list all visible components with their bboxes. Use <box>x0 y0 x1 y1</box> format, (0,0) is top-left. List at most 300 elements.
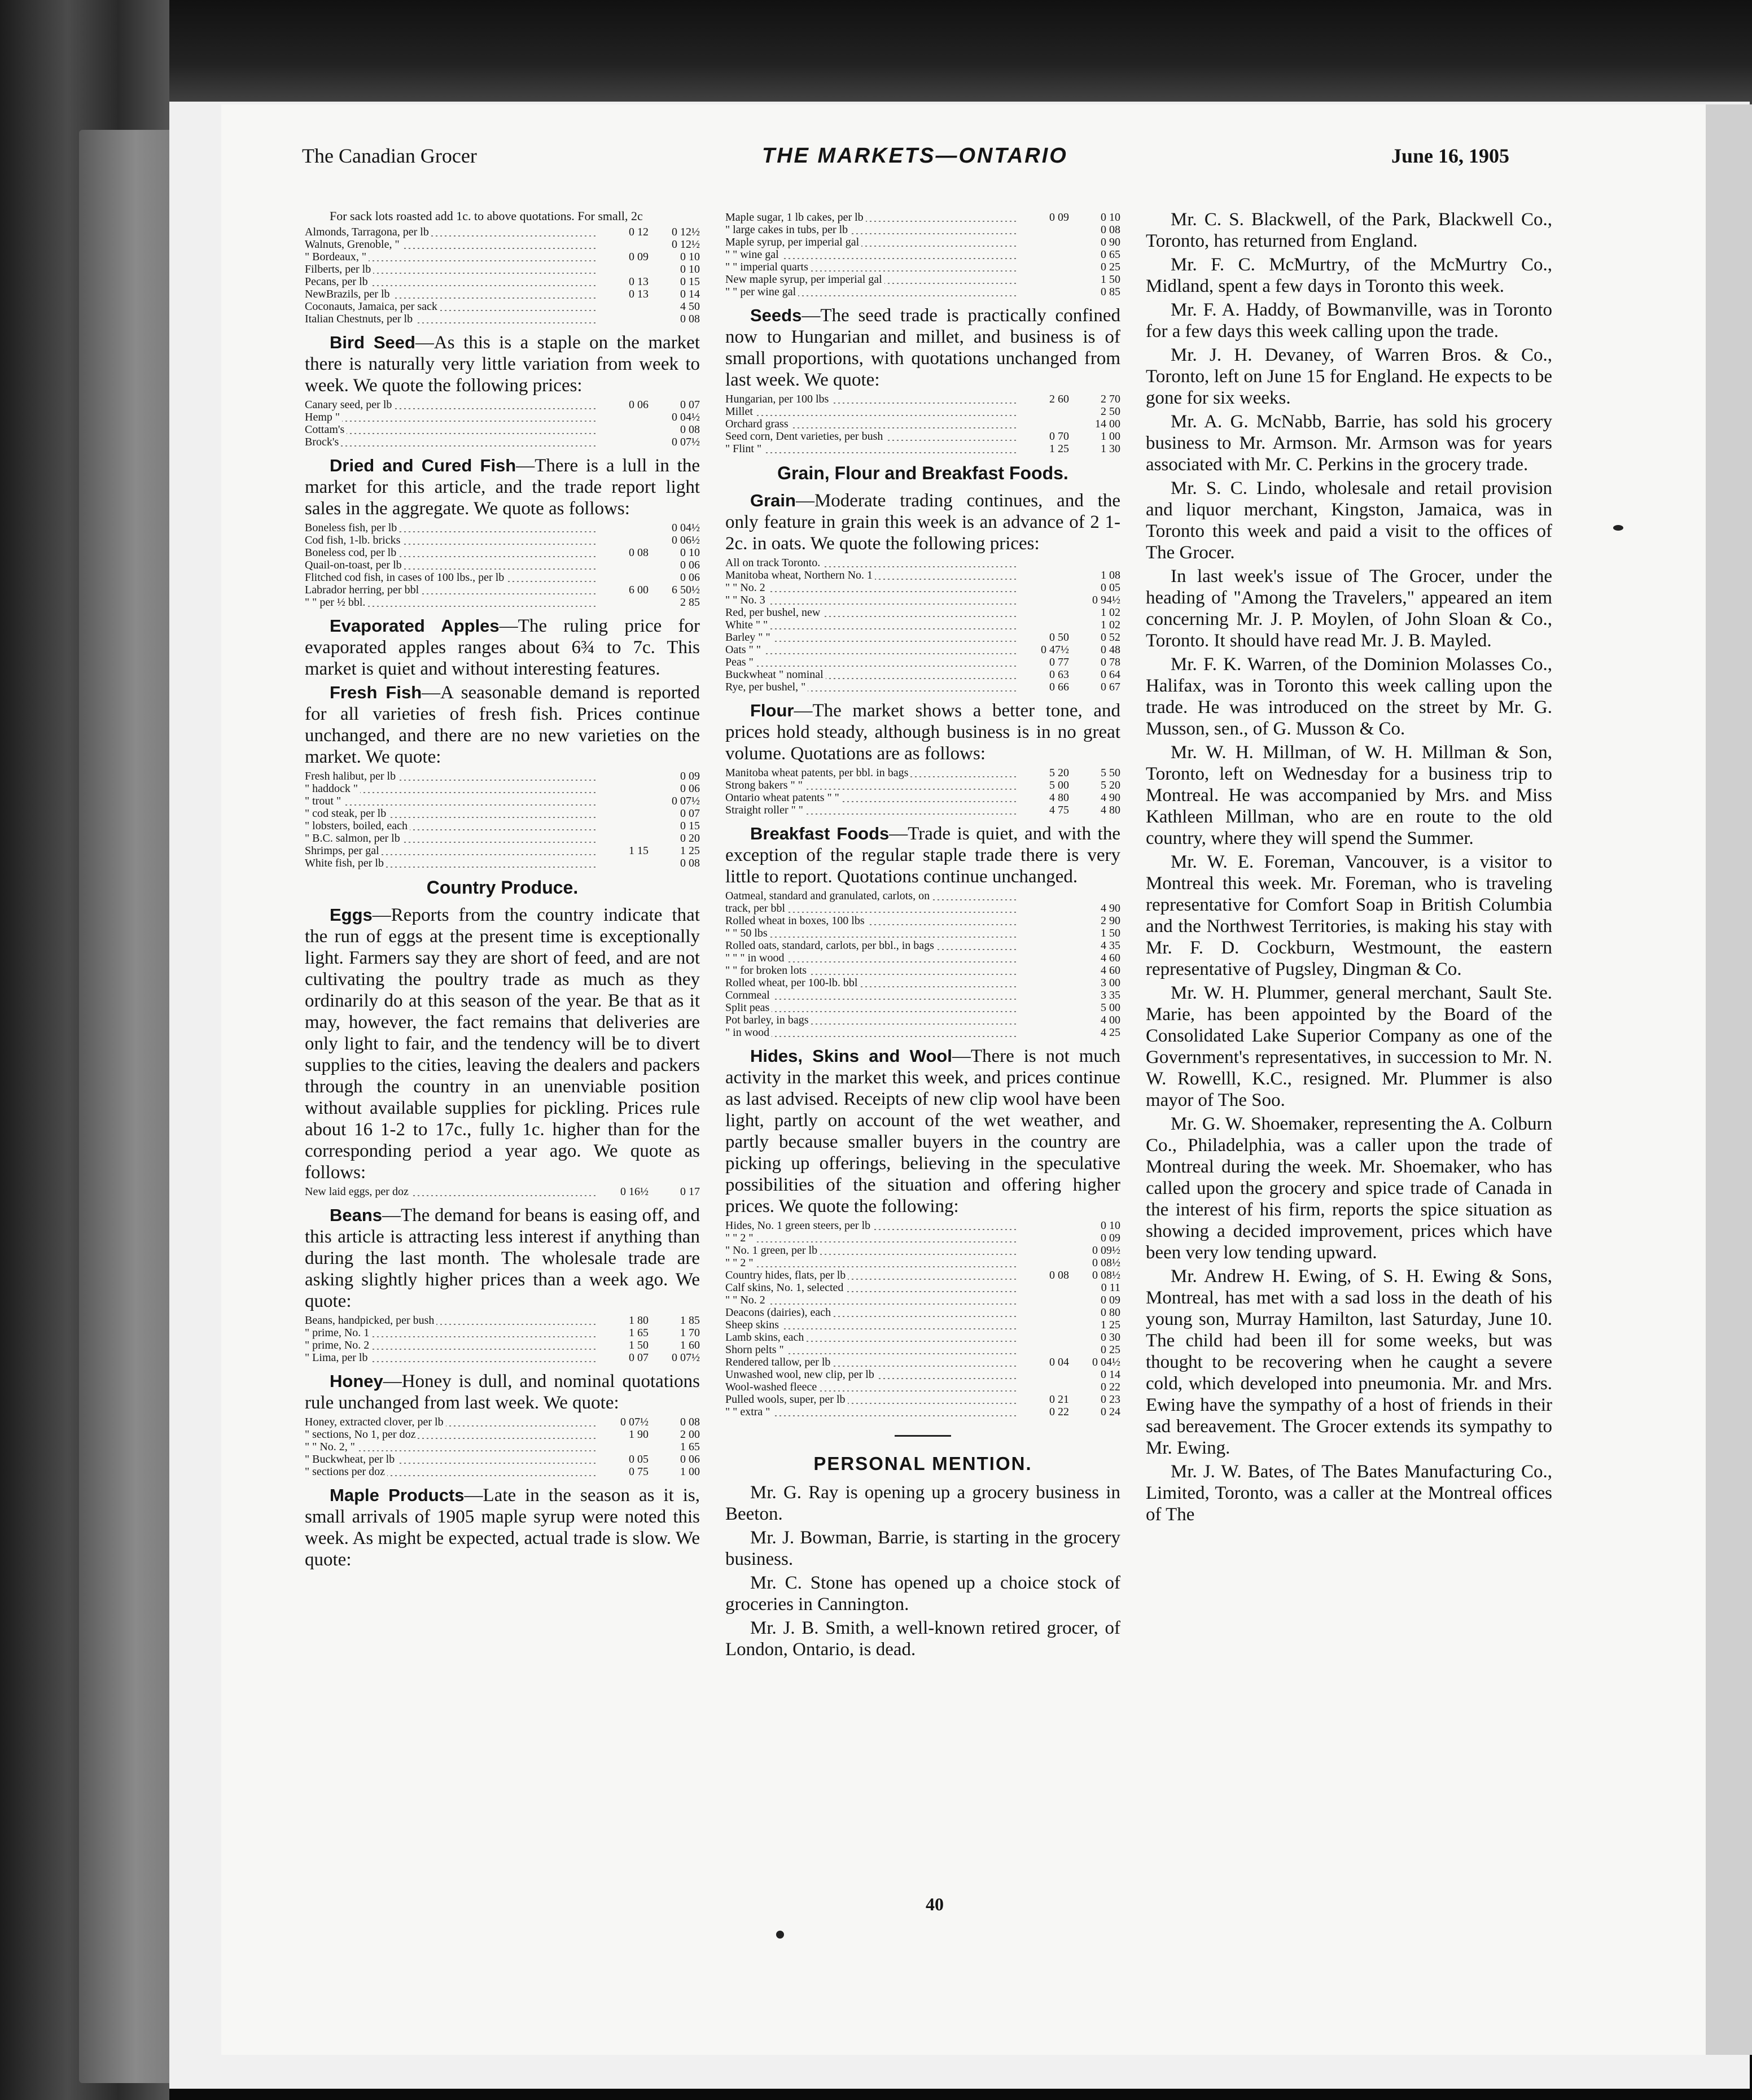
price-row <box>725 1269 1120 1281</box>
honey-article <box>305 1371 700 1414</box>
price-low: 0 50 <box>1049 631 1069 644</box>
fish-article <box>305 455 700 519</box>
price-row <box>305 436 700 448</box>
price-row <box>725 581 1120 594</box>
grain-text: —Moderate trading continues, and the only feature in grain this week is an advance of 2 1-2c. in oats. We quote the following prices: <box>725 491 1120 554</box>
fresh-fish-price-table <box>305 770 700 869</box>
price-item: Deacons (dairies), each <box>725 1306 833 1319</box>
price-item: New maple syrup, per imperial gal <box>725 273 884 286</box>
price-item: All on track Toronto. <box>725 557 822 569</box>
price-item: Quail-on-toast, per lb <box>305 559 404 571</box>
apples-article <box>305 615 700 680</box>
price-low: 1 25 <box>1049 443 1069 455</box>
price-high: 0 04½ <box>1092 1356 1120 1368</box>
price-high: 2 85 <box>680 596 700 609</box>
personal-item: Mr. F. K. Warren, of the Dominion Molasses Co., Halifax, was in Toronto this week calling upon the trade. He was introduced on the street by Mr. G. Musson, sen., of G. Musson & Co. <box>1146 654 1552 739</box>
price-row <box>725 224 1120 236</box>
hides-article <box>725 1045 1120 1217</box>
price-item: Hides, No. 1 green steers, per lb <box>725 1219 873 1232</box>
personal-item: Mr. J. H. Devaney, of Warren Bros. & Co., Toronto, left on June 15 for England. He expects to be gone for six weeks. <box>1146 345 1552 408</box>
price-item: " trout " <box>305 795 343 807</box>
price-item: Beans, handpicked, per bush <box>305 1314 436 1327</box>
breakfast-article <box>725 823 1120 887</box>
price-row <box>305 571 700 584</box>
price-high: 2 00 <box>680 1428 700 1441</box>
price-low <box>1018 1001 1069 1014</box>
price-row <box>725 569 1120 581</box>
price-low <box>1018 1381 1069 1393</box>
flour-heading: Flour <box>750 701 794 720</box>
price-low: 5 20 <box>1049 767 1069 779</box>
price-item: Labrador herring, per bbl <box>305 584 421 596</box>
page-right-margin <box>1706 104 1752 2055</box>
price-low <box>1018 261 1069 273</box>
price-high: 0 65 <box>1101 248 1120 261</box>
price-low: 1 15 <box>629 845 649 857</box>
maple-heading: Maple Products <box>330 1485 465 1505</box>
price-low <box>1018 964 1069 977</box>
price-low: 0 09 <box>629 251 649 263</box>
breakfast-price-table <box>725 890 1120 1039</box>
price-item: Seed corn, Dent varieties, per bush <box>725 430 885 443</box>
price-high <box>1069 557 1120 569</box>
price-item: Boneless fish, per lb <box>305 522 399 534</box>
price-low <box>1018 224 1069 236</box>
price-row <box>725 1406 1120 1418</box>
price-high: 0 07 <box>680 399 700 411</box>
price-low: 0 16½ <box>620 1185 649 1198</box>
price-row <box>725 273 1120 286</box>
price-row <box>305 1314 700 1327</box>
breakfast-text: —Trade is quiet, and with the exception of the regular staple trade there is very little to report. Quotations continue unchanged. <box>725 824 1120 887</box>
price-row <box>725 927 1120 939</box>
price-item: Pot barley, in bags <box>725 1014 811 1026</box>
beans-price-table <box>305 1314 700 1364</box>
price-low: 1 90 <box>629 1428 649 1441</box>
price-item: " large cakes in tubs, per lb <box>725 224 850 236</box>
price-low <box>1018 1014 1069 1026</box>
price-high: 0 08 <box>680 423 700 436</box>
price-item: " " No. 2 <box>725 1294 768 1306</box>
price-low <box>1018 248 1069 261</box>
price-low <box>597 1441 649 1453</box>
price-low: 0 13 <box>629 288 649 300</box>
seeds-article <box>725 305 1120 391</box>
price-low <box>597 411 649 423</box>
price-row <box>725 594 1120 606</box>
price-row <box>305 411 700 423</box>
price-high: 0 08 <box>680 857 700 869</box>
price-high: 0 10 <box>1101 1219 1120 1232</box>
seeds-text: —The seed trade is practically confined now to Hungarian and millet, and business is of small proportions, with quotations unchanged from last week. We quote: <box>725 305 1120 390</box>
price-row <box>725 681 1120 693</box>
price-item: Oats " " <box>725 644 763 656</box>
price-item: " " No. 2 <box>725 581 768 594</box>
price-high: 4 25 <box>1101 1026 1120 1039</box>
price-item: Oatmeal, standard and granulated, carlots, on <box>725 890 932 902</box>
price-row <box>725 1244 1120 1257</box>
price-item: " " for broken lots <box>725 964 809 977</box>
price-row <box>725 1281 1120 1294</box>
price-row <box>305 559 700 571</box>
price-item: Sheep skins <box>725 1319 781 1331</box>
price-row <box>725 767 1120 779</box>
price-row <box>305 1465 700 1478</box>
price-low <box>597 857 649 869</box>
country-produce-title: Country Produce. <box>426 877 579 898</box>
price-row <box>305 1416 700 1428</box>
eggs-price-table <box>305 1185 700 1198</box>
price-item: New laid eggs, per doz <box>305 1185 411 1198</box>
price-row <box>305 1351 700 1364</box>
price-item: Millet <box>725 405 755 418</box>
price-low: 2 60 <box>1049 393 1069 405</box>
price-row <box>305 845 700 857</box>
price-high: 3 00 <box>1101 977 1120 989</box>
price-low <box>1018 890 1069 902</box>
hides-text: —There is not much activity in the market this week, and prices continue as last advised. Receipts of new clip wool have been light, partly on account of the wet weather, and partly because smaller buyers in the country are picking up offerings, believing in the speculative possibilities of the situation and offering higher prices. We quote the following: <box>725 1046 1120 1217</box>
price-low <box>597 807 649 820</box>
ink-speck <box>1613 525 1623 531</box>
price-low <box>1018 286 1069 298</box>
price-item: Cottam's <box>305 423 347 436</box>
price-item: Boneless cod, per lb <box>305 546 398 559</box>
price-row <box>725 443 1120 455</box>
price-high: 0 14 <box>680 288 700 300</box>
price-row <box>305 226 700 238</box>
price-low: 0 77 <box>1049 656 1069 668</box>
fresh-fish-heading: Fresh Fish <box>330 683 422 702</box>
price-item: " " per ½ bbl. <box>305 596 367 609</box>
price-low <box>597 522 649 534</box>
section-rule <box>895 1435 951 1437</box>
price-high: 0 10 <box>680 546 700 559</box>
personal-item: Mr. C. S. Blackwell, of the Park, Blackwell Co., Toronto, has returned from England. <box>1146 209 1552 251</box>
price-row <box>305 820 700 832</box>
price-item: " Buckwheat, per lb <box>305 1453 397 1465</box>
price-row <box>725 631 1120 644</box>
price-high: 0 08½ <box>1092 1269 1120 1281</box>
price-high: 1 30 <box>1101 443 1120 455</box>
price-high: 5 50 <box>1101 767 1120 779</box>
price-low <box>597 559 649 571</box>
price-row <box>305 399 700 411</box>
personal-item: Mr. W. H. Plummer, general merchant, Sault Ste. Marie, has been appointed by the Board of the Consolidated Lake Superior Company as one of the Government's representatives, in succession to Mr. N. W. Rowelll, K.C., resigned. Mr. Plummer is also mayor of The Soo. <box>1146 983 1552 1110</box>
price-row <box>725 939 1120 952</box>
price-high: 0 10 <box>680 251 700 263</box>
seeds-price-table <box>725 393 1120 455</box>
price-high: 4 80 <box>1101 804 1120 816</box>
price-item: Hemp " <box>305 411 342 423</box>
price-low: 0 13 <box>629 275 649 288</box>
price-item: " lobsters, boiled, each <box>305 820 410 832</box>
price-row <box>725 977 1120 989</box>
price-item: " Flint " <box>725 443 764 455</box>
price-low <box>1018 418 1069 430</box>
price-high: 0 30 <box>1101 1331 1120 1344</box>
price-item: " " per wine gal <box>725 286 798 298</box>
price-high: 1 00 <box>680 1465 700 1478</box>
price-high: 0 67 <box>1101 681 1120 693</box>
price-item: " " No. 3 <box>725 594 768 606</box>
price-low: 0 04 <box>1049 1356 1069 1368</box>
fish-price-table <box>305 522 700 609</box>
price-high: 4 50 <box>680 300 700 313</box>
price-row <box>305 313 700 325</box>
hides-heading: Hides, Skins and Wool <box>750 1046 952 1066</box>
price-row <box>725 1219 1120 1232</box>
maple-text: —Late in the season as it is, small arrivals of 1905 maple syrup were noted this week. As might be expected, actual trade is slow. We quote: <box>305 1485 700 1570</box>
price-low: 1 50 <box>629 1339 649 1351</box>
price-item: Coconauts, Jamaica, per sack <box>305 300 440 313</box>
nuts-note: For sack lots roasted add 1c. to above quotations. For small, 2c <box>330 209 643 223</box>
price-item: " cod steak, per lb <box>305 807 388 820</box>
price-high: 0 12½ <box>672 226 700 238</box>
price-item: " prime, No. 1 <box>305 1327 371 1339</box>
price-item: " " 50 lbs <box>725 927 770 939</box>
price-low: 4 80 <box>1049 791 1069 804</box>
price-row <box>305 251 700 263</box>
price-low <box>1018 927 1069 939</box>
price-row <box>725 557 1120 569</box>
price-low: 0 75 <box>629 1465 649 1478</box>
price-row <box>305 1185 700 1198</box>
price-low <box>1018 1257 1069 1269</box>
price-low <box>1018 915 1069 927</box>
price-high: 2 50 <box>1101 405 1120 418</box>
fresh-fish-text: —A seasonable demand is reported for all varieties of fresh fish. Prices continue unchanged, and there are no new varieties on the market. We quote: <box>305 683 700 767</box>
price-low <box>1018 1219 1069 1232</box>
honey-text: —Honey is dull, and nominal quotations rule unchanged from last week. We quote: <box>305 1371 700 1413</box>
price-item: " No. 1 green, per lb <box>725 1244 820 1257</box>
price-high: 0 07½ <box>672 795 700 807</box>
price-row <box>725 902 1120 915</box>
price-high: 1 70 <box>680 1327 700 1339</box>
price-high: 1 25 <box>1101 1319 1120 1331</box>
price-row <box>305 832 700 845</box>
price-high: 4 60 <box>1101 952 1120 964</box>
honey-heading: Honey <box>330 1371 383 1391</box>
beans-heading: Beans <box>330 1205 383 1225</box>
price-high: 0 07½ <box>672 1351 700 1364</box>
price-item: Walnuts, Grenoble, " <box>305 238 402 251</box>
price-row <box>305 770 700 782</box>
price-high: 0 85 <box>1101 286 1120 298</box>
price-low <box>1018 606 1069 619</box>
price-item: Hungarian, per 100 lbs <box>725 393 831 405</box>
price-item: Fresh halibut, per lb <box>305 770 398 782</box>
price-high: 1 25 <box>680 845 700 857</box>
price-low: 0 08 <box>1049 1269 1069 1281</box>
price-item: Country hides, flats, per lb <box>725 1269 848 1281</box>
price-high: 0 09½ <box>1092 1244 1120 1257</box>
price-low <box>597 423 649 436</box>
price-high: 0 08 <box>680 313 700 325</box>
ink-speck <box>776 1931 784 1939</box>
price-item: " " No. 2, " <box>305 1441 357 1453</box>
price-row <box>305 238 700 251</box>
price-item: " " imperial quarts <box>725 261 811 273</box>
personal-item: Mr. S. C. Lindo, wholesale and retail provision and liquor merchant, Kingston, Jamaica, was in Toronto this week and paid a visit to the offices of The Grocer. <box>1146 478 1552 563</box>
personal-item: Mr. J. B. Smith, a well-known retired grocer, of London, Ontario, is dead. <box>725 1618 1120 1660</box>
price-low: 4 75 <box>1049 804 1069 816</box>
price-row <box>725 619 1120 631</box>
price-high: 1 65 <box>680 1441 700 1453</box>
flour-price-table <box>725 767 1120 816</box>
price-row <box>725 1306 1120 1319</box>
personal-item: In last week's issue of The Grocer, under the heading of "Among the Travelers," appeared an item concerning Mr. J. P. Moylen, of John Sloan & Co., Toronto. It should have read Mr. J. B. Mayled. <box>1146 566 1552 651</box>
price-item: Manitoba wheat patents, per bbl. in bags <box>725 767 910 779</box>
price-low <box>597 300 649 313</box>
price-item: Rendered tallow, per lb <box>725 1356 833 1368</box>
price-item: Manitoba wheat, Northern No. 1 <box>725 569 875 581</box>
column-middle <box>725 209 1120 1663</box>
personal-item: Mr. J. W. Bates, of The Bates Manufacturing Co., Limited, Toronto, was a caller at the Montreal offices of The <box>1146 1462 1552 1525</box>
price-row <box>725 779 1120 791</box>
price-high: 0 07½ <box>672 436 700 448</box>
price-row <box>725 791 1120 804</box>
price-row <box>725 236 1120 248</box>
price-item: Maple syrup, per imperial gal <box>725 236 861 248</box>
price-item: " in wood <box>725 1026 772 1039</box>
price-low: 0 70 <box>1049 430 1069 443</box>
personal-item: Mr. F. C. McMurtry, of the McMurtry Co., Midland, spent a few days in Toronto this week. <box>1146 255 1552 296</box>
price-low: 0 47½ <box>1041 644 1069 656</box>
section-title: THE MARKETS—ONTARIO <box>762 144 1068 168</box>
price-low <box>597 596 649 609</box>
beans-text: —The demand for beans is easing off, and this article is attracting less interest if anything than during the last month. The wholesale trade are asking slightly higher prices than a week ago. We quote: <box>305 1205 700 1311</box>
price-item: Red, per bushel, new <box>725 606 822 619</box>
price-high: 0 64 <box>1101 668 1120 681</box>
price-low <box>597 238 649 251</box>
price-low <box>1018 939 1069 952</box>
price-row <box>725 1393 1120 1406</box>
price-high: 0 12½ <box>672 238 700 251</box>
price-high: 0 09 <box>1101 1294 1120 1306</box>
price-low: 0 08 <box>629 546 649 559</box>
price-row <box>305 807 700 820</box>
price-high: 3 35 <box>1101 989 1120 1001</box>
price-low <box>1018 236 1069 248</box>
price-item: " " extra " <box>725 1406 772 1418</box>
price-row <box>305 596 700 609</box>
price-high: 2 90 <box>1101 915 1120 927</box>
price-high: 0 09 <box>1101 1232 1120 1244</box>
price-low: 0 09 <box>1049 211 1069 224</box>
price-item: Lamb skins, each <box>725 1331 806 1344</box>
price-high: 0 14 <box>1101 1368 1120 1381</box>
price-row <box>725 989 1120 1001</box>
price-item: Shrimps, per gal <box>305 845 382 857</box>
price-low: 0 12 <box>629 226 649 238</box>
price-row <box>725 1001 1120 1014</box>
grain-price-table <box>725 557 1120 693</box>
price-row <box>305 522 700 534</box>
price-high: 1 00 <box>1101 430 1120 443</box>
price-row <box>725 418 1120 430</box>
price-low <box>1018 594 1069 606</box>
price-high: 4 35 <box>1101 939 1120 952</box>
price-high: 0 06 <box>680 571 700 584</box>
personal-item: Mr. W. H. Millman, of W. H. Millman & Son, Toronto, left on Wednesday for a business trip to Montreal. He was accompanied by Mrs. and Miss Kathleen Millman, who are en route to the old country, where they will spend the Summer. <box>1146 742 1552 848</box>
price-low <box>1018 1281 1069 1294</box>
personal-item: Mr. G. Ray is opening up a grocery business in Beeton. <box>725 1482 1120 1524</box>
maple-price-table <box>725 211 1120 298</box>
price-high: 0 25 <box>1101 1344 1120 1356</box>
price-item: " sections per doz <box>305 1465 387 1478</box>
price-row <box>725 1294 1120 1306</box>
price-row <box>725 656 1120 668</box>
price-high: 0 20 <box>680 832 700 845</box>
price-high: 0 94½ <box>1092 594 1120 606</box>
price-high: 0 52 <box>1101 631 1120 644</box>
price-row <box>725 1331 1120 1344</box>
issue-date: June 16, 1905 <box>1391 145 1510 167</box>
price-row <box>305 857 700 869</box>
price-high: 0 04½ <box>672 522 700 534</box>
price-high: 4 60 <box>1101 964 1120 977</box>
price-low <box>597 534 649 546</box>
price-row <box>725 1232 1120 1244</box>
price-row <box>725 211 1120 224</box>
price-row <box>305 288 700 300</box>
price-low: 5 00 <box>1049 779 1069 791</box>
price-row <box>305 300 700 313</box>
price-row <box>725 804 1120 816</box>
price-high: 14 00 <box>1095 418 1120 430</box>
price-high: 0 15 <box>680 275 700 288</box>
price-row <box>305 546 700 559</box>
price-row <box>725 248 1120 261</box>
price-low <box>1018 569 1069 581</box>
price-high: 2 70 <box>1101 393 1120 405</box>
nuts-price-table <box>305 226 700 325</box>
price-row <box>725 430 1120 443</box>
column-right <box>1146 209 1552 1528</box>
price-item: Cod fish, 1-lb. bricks <box>305 534 402 546</box>
page-number: 40 <box>926 1894 944 1914</box>
price-high: 0 04½ <box>672 411 700 423</box>
price-item: Rolled wheat, per 100-lb. bbl <box>725 977 860 989</box>
fish-text: —There is a lull in the market for this article, and the trade report light sales in the aggregate. We quote as follows: <box>305 456 700 519</box>
price-low: 0 07 <box>629 1351 649 1364</box>
grain-article <box>725 490 1120 554</box>
price-row <box>305 534 700 546</box>
publication-title: The Canadian Grocer <box>302 145 477 167</box>
price-high: 4 90 <box>1101 902 1120 915</box>
price-high: 4 00 <box>1101 1014 1120 1026</box>
price-low <box>597 263 649 275</box>
price-low <box>597 820 649 832</box>
price-high: 5 00 <box>1101 1001 1120 1014</box>
price-low <box>1018 1331 1069 1344</box>
price-item: " " wine gal <box>725 248 781 261</box>
price-low <box>1018 1232 1069 1244</box>
price-item: Italian Chestnuts, per lb <box>305 313 415 325</box>
apples-text: —The ruling price for evaporated apples ranges about 6¾ to 7c. This market is quiet and without interesting features. <box>305 616 700 679</box>
personal-item: Mr. J. Bowman, Barrie, is starting in the grocery business. <box>725 1528 1120 1569</box>
price-row <box>725 606 1120 619</box>
price-high: 0 11 <box>1101 1281 1120 1294</box>
price-item: Honey, extracted clover, per lb <box>305 1416 446 1428</box>
price-item: " " 2 " <box>725 1257 756 1269</box>
price-high: 0 06 <box>680 782 700 795</box>
price-low: 0 07½ <box>620 1416 649 1428</box>
price-low <box>597 571 649 584</box>
personal-item: Mr. G. W. Shoemaker, representing the A. Colburn Co., Philadelphia, was a caller upon the trade of Montreal during the week. Mr. Shoemaker, who has called upon the grocery and spice trade of Canada in the interest of his firm, reports the spice situation as showing a decided improvement, prices which have been very low tending upward. <box>1146 1114 1552 1263</box>
personal-item: Mr. Andrew H. Ewing, of S. H. Ewing & Sons, Montreal, has met with a sad loss in the death of his young son, Murray Hamilton, last Saturday, June 10. The child had been ill for some weeks, but was thought to be recovering when he caught a severe cold, which developed into pneumonia. Mr. and Mrs. Ewing have the sympathy of a host of friends in their sad bereavement. The Grocer extends its sympathy to Mr. Ewing. <box>1146 1266 1552 1458</box>
price-high: 0 06 <box>680 559 700 571</box>
